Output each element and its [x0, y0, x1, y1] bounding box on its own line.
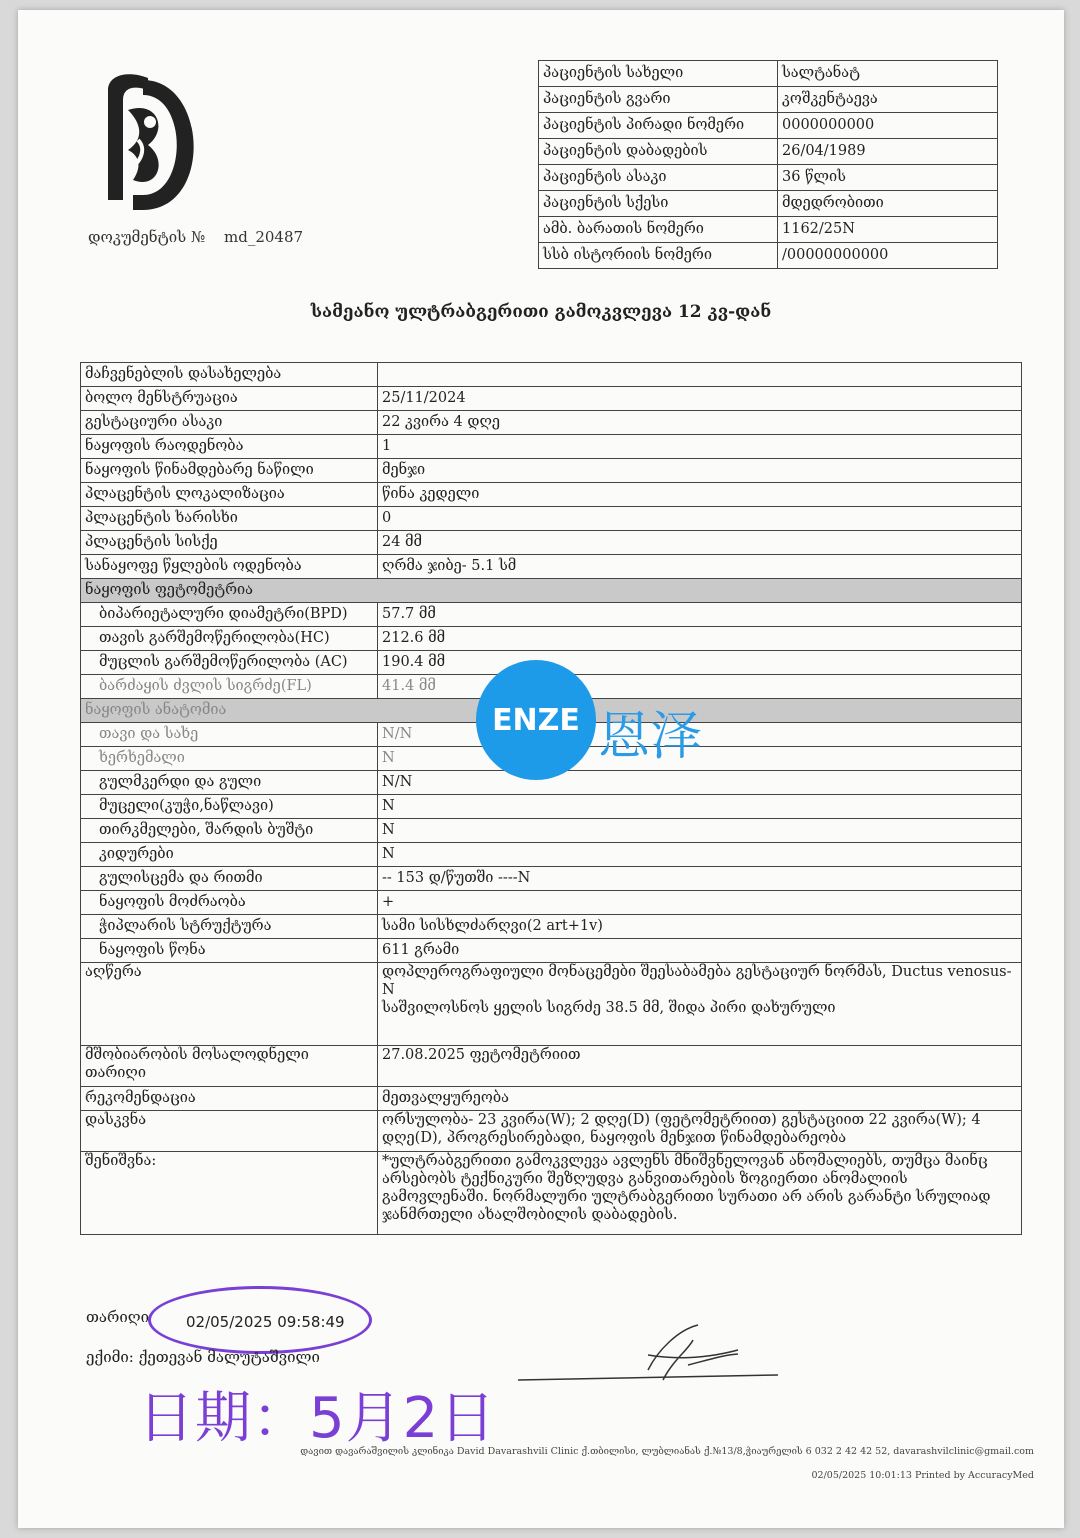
table-row [81, 867, 1022, 891]
row-label: ბარძაყის ძვლის სიგრძე(FL) [81, 675, 378, 699]
row-value: 41.4 მმ [378, 675, 1022, 699]
patient-name-label: პაციენტის სახელი [539, 61, 778, 87]
table-row [81, 891, 1022, 915]
document-number-value: md_20487 [224, 228, 304, 246]
row-value: + [378, 891, 1022, 915]
row-label: სანაყოფე წყლების ოდენობა [81, 555, 378, 579]
row-label: ნაყოფის რაოდენობა [81, 435, 378, 459]
row-label: თავი და სახე [81, 723, 378, 747]
recommendation-label: რეკომენდაცია [81, 1087, 378, 1111]
row-value: 212.6 მმ [378, 627, 1022, 651]
row-value: წინა კედელი [378, 483, 1022, 507]
enze-watermark: ENZE [476, 660, 596, 780]
row-label: კიდურები [81, 843, 378, 867]
document-page [18, 10, 1064, 1528]
table-row [81, 531, 1022, 555]
row-label: ჭიპლარის სტრუქტურა [81, 915, 378, 939]
table-row [81, 843, 1022, 867]
table-row [539, 113, 998, 139]
row-label: მუცლის გარშემოწერილობა (AC) [81, 651, 378, 675]
patient-birth-value: 26/04/1989 [778, 139, 998, 165]
highlight-ellipse [148, 1286, 372, 1354]
row-value: 22 კვირა 4 დღე [378, 411, 1022, 435]
table-row [81, 627, 1022, 651]
row-value [378, 363, 1022, 387]
table-row [81, 459, 1022, 483]
row-label: მაჩვენებლის დასახელება [81, 363, 378, 387]
row-value: N [378, 843, 1022, 867]
history-number-label: სსბ ისტორიის ნომერი [539, 243, 778, 269]
date-value: 02/05/2025 09:58:49 [186, 1313, 345, 1331]
note-value: *ულტრაბგერითი გამოკვლევა ავლენს მნიშვნელოვან ანომალიებს, თუმცა მაინც არსებობს ტექნიკური შეზღუდვა განვითარების ზოგიერთი ანომალიის გამოვლენაში. ნორმალური ულტრაბგერითი სურათი არ არის გარანტი სრულიად ჯანმრთელი ახალშობილის დაბადების. [378, 1152, 1022, 1235]
card-number-label: ამბ. ბარათის ნომერი [539, 217, 778, 243]
table-row [81, 483, 1022, 507]
table-row [539, 243, 998, 269]
row-value: N [378, 795, 1022, 819]
row-label: ნაყოფის მოძრაობა [81, 891, 378, 915]
table-row [539, 191, 998, 217]
section-fetometry [81, 579, 1022, 603]
table-row [81, 819, 1022, 843]
patient-age-value: 36 წლის [778, 165, 998, 191]
row-value: მენჯი [378, 459, 1022, 483]
clinic-footer: დავით დავარაშვილის კლინიკა David Davarashvili Clinic ქ.თბილისი, ლუბლიანას ქ.№13/8,ჭიაურელის 6 032 2 42 42 52, davarashvilclinic@gmail.com [300, 1446, 1034, 1457]
section-title: ნაყოფის ანატომია [81, 699, 1022, 723]
row-value: 1 [378, 435, 1022, 459]
row-label: გულმკერდი და გული [81, 771, 378, 795]
patient-birth-label: პაციენტის დაბადების [539, 139, 778, 165]
due-date-value: 27.08.2025 ფეტომეტრიით [378, 1046, 1022, 1087]
patient-age-label: პაციენტის ასაკი [539, 165, 778, 191]
table-row-conclusion [81, 1111, 1022, 1152]
row-label: ბოლო მენსტრუაცია [81, 387, 378, 411]
row-value: 190.4 მმ [378, 651, 1022, 675]
table-row [81, 555, 1022, 579]
table-row-recommendation [81, 1087, 1022, 1111]
row-label: პლაცენტის ლოკალიზაცია [81, 483, 378, 507]
conclusion-value: ორსულობა- 23 კვირა(W); 2 დღე(D) (ფეტომეტრიით) გესტაციით 22 კვირა(W); 4 დღე(D), პროგრესირებადი, ნაყოფის მენჯით წინამდებარეობა [378, 1111, 1022, 1152]
table-row [81, 915, 1022, 939]
patient-name-value: სალტანატ [778, 61, 998, 87]
row-value: 611 გრამი [378, 939, 1022, 963]
table-row [81, 939, 1022, 963]
patient-id-value: 0000000000 [778, 113, 998, 139]
date-label: თარიღი [86, 1308, 150, 1326]
row-value: 0 [378, 507, 1022, 531]
description-line: დოპლეროგრაფიული მონაცემები შეესაბამება გესტაციურ ნორმას, Ductus venosus-N [382, 964, 1012, 999]
row-label: პლაცენტის ხარისხი [81, 507, 378, 531]
row-value: N/N [378, 723, 1022, 747]
note-label: შენიშვნა: [81, 1152, 378, 1235]
row-label: ნაყოფის წინამდებარე ნაწილი [81, 459, 378, 483]
table-row [539, 87, 998, 113]
table-row [539, 139, 998, 165]
signature-icon [498, 1310, 798, 1400]
row-value: N/N [378, 771, 1022, 795]
page-title: სამეანო ულტრაბგერითი გამოკვლევა 12 კვ-დან [310, 302, 772, 322]
enze-watermark-cjk: 恩泽 [598, 707, 703, 767]
section-title: ნაყოფის ფეტომეტრია [81, 579, 1022, 603]
table-row [81, 603, 1022, 627]
row-value: N [378, 819, 1022, 843]
row-label: პლაცენტის სისქე [81, 531, 378, 555]
description-value [378, 963, 1022, 1046]
patient-sex-label: პაციენტის სქესი [539, 191, 778, 217]
date-annotation: 日期：5月2日 [138, 1386, 497, 1451]
table-row [81, 507, 1022, 531]
row-label: ნაყოფის წონა [81, 939, 378, 963]
row-label: მუცელი(კუჭი,ნაწლავი) [81, 795, 378, 819]
row-value: 24 მმ [378, 531, 1022, 555]
table-row-note [81, 1152, 1022, 1235]
document-number-label: დოკუმენტის № [88, 228, 206, 246]
row-label: გულისცემა და რითმი [81, 867, 378, 891]
row-label: ბიპარიეტალური დიამეტრი(BPD) [81, 603, 378, 627]
table-row-due-date [81, 1046, 1022, 1087]
patient-surname-value: კოშკენტაევა [778, 87, 998, 113]
description-label: აღწერა [81, 963, 378, 1046]
history-number-value: /00000000000 [778, 243, 998, 269]
row-value: ღრმა ჯიბე- 5.1 სმ [378, 555, 1022, 579]
row-label: გესტაციური ასაკი [81, 411, 378, 435]
table-row [539, 165, 998, 191]
document-number [88, 228, 303, 246]
row-value: 25/11/2024 [378, 387, 1022, 411]
row-value: -- 153 დ/წუთში ----N [378, 867, 1022, 891]
table-row-description [81, 963, 1022, 1046]
due-date-label: მშობიარობის მოსალოდნელი თარიღი [81, 1046, 378, 1087]
printed-footer: 02/05/2025 10:01:13 Printed by AccuracyMed [811, 1470, 1034, 1481]
doctor-line: ექიმი: ქეთევან მალუტაშვილი [86, 1348, 320, 1366]
card-number-value: 1162/25N [778, 217, 998, 243]
table-row [539, 217, 998, 243]
exam-table [80, 362, 1022, 1235]
recommendation-value: მეთვალყურეობა [378, 1087, 1022, 1111]
conclusion-label: დასკვნა [81, 1111, 378, 1152]
row-value: N [378, 747, 1022, 771]
row-label: ხერხემალი [81, 747, 378, 771]
row-label: თავის გარშემოწერილობა(HC) [81, 627, 378, 651]
description-line: საშვილოსნოს ყელის სიგრძე 38.5 მმ, შიდა პირი დახურული [382, 1000, 836, 1017]
table-row [539, 61, 998, 87]
patient-table [538, 60, 998, 269]
clinic-logo-icon [88, 70, 218, 220]
patient-sex-value: მდედრობითი [778, 191, 998, 217]
table-row [81, 795, 1022, 819]
table-row [81, 435, 1022, 459]
row-value: 57.7 მმ [378, 603, 1022, 627]
patient-surname-label: პაციენტის გვარი [539, 87, 778, 113]
patient-id-label: პაციენტის პირადი ნომერი [539, 113, 778, 139]
row-label: თირკმელები, შარდის ბუშტი [81, 819, 378, 843]
row-value: სამი სისხლძარღვი(2 art+1v) [378, 915, 1022, 939]
table-row [81, 387, 1022, 411]
table-row [81, 363, 1022, 387]
table-row [81, 411, 1022, 435]
